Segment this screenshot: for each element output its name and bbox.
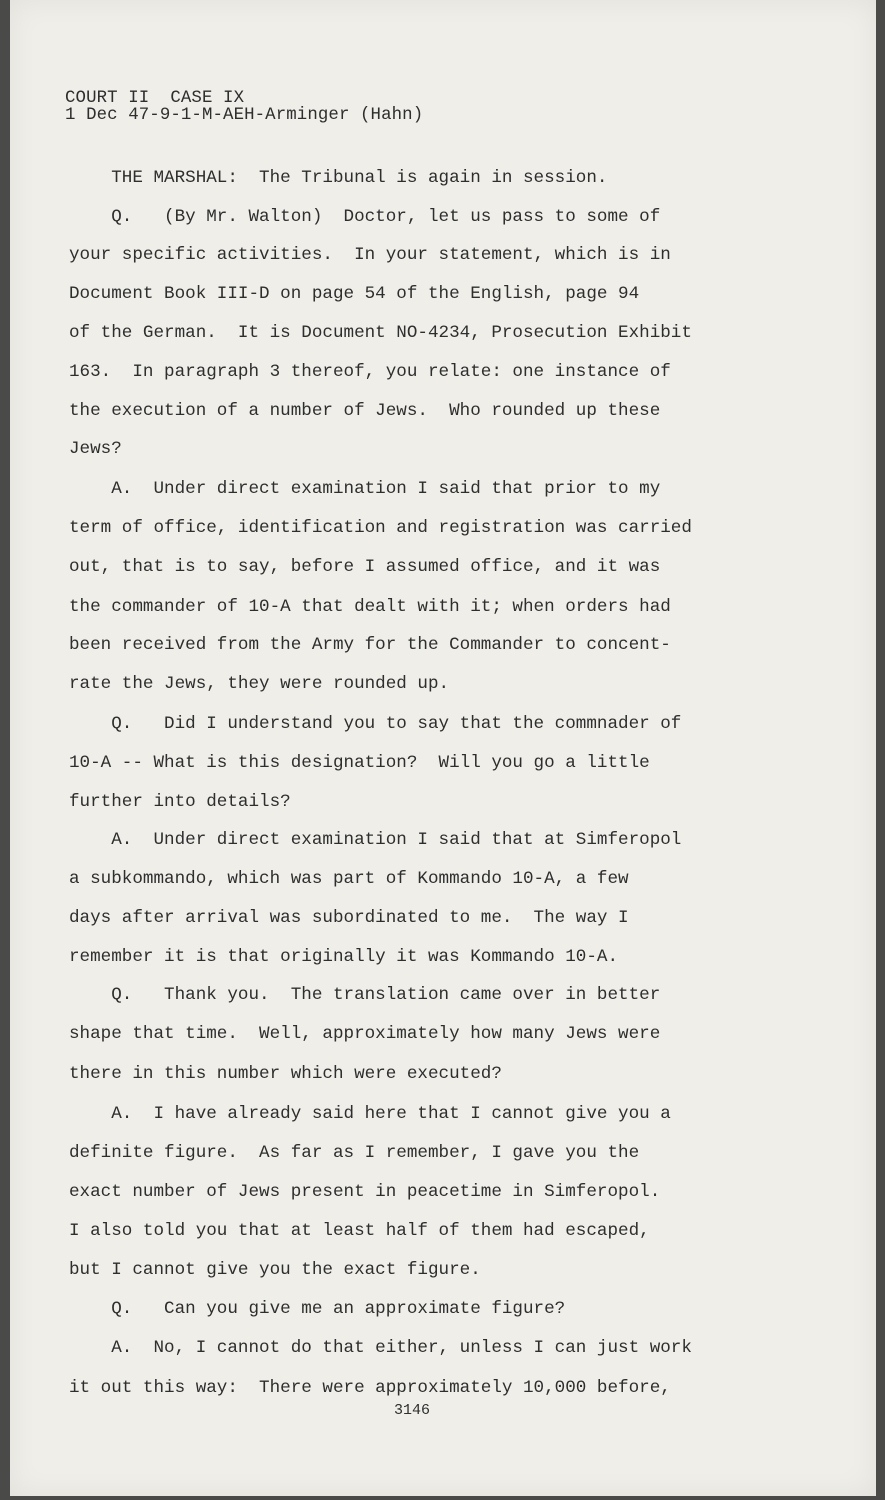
- transcript-line: shape that time. Well, approximately how many Jews were: [69, 1024, 661, 1044]
- transcript-line: remember it is that originally it was Kommando 10-A.: [69, 947, 619, 967]
- transcript-line: rate the Jews, they were rounded up.: [69, 674, 450, 694]
- transcript-line: Document Book III-D on page 54 of the English, page 94: [69, 284, 640, 304]
- transcript-line: been received from the Army for the Commander to concent-: [69, 635, 671, 655]
- transcript-line: A. No, I cannot do that either, unless I can just work: [69, 1338, 692, 1358]
- transcript-line: Q. (By Mr. Walton) Doctor, let us pass to some of: [69, 207, 661, 227]
- transcript-line: but I cannot give you the exact figure.: [69, 1260, 481, 1280]
- transcript-line: your specific activities. In your statement, which is in: [69, 245, 671, 265]
- transcript-line: term of office, identification and registration was carried: [69, 518, 692, 538]
- transcript-line: it out this way: There were approximately 10,000 before,: [69, 1378, 671, 1398]
- transcript-line: a subkommando, which was part of Kommando 10-A, a few: [69, 869, 629, 889]
- transcript-line: THE MARSHAL: The Tribunal is again in session.: [69, 168, 608, 188]
- transcript-line: of the German. It is Document NO-4234, Prosecution Exhibit: [69, 323, 692, 343]
- transcript-line: further into details?: [69, 792, 291, 812]
- transcript-line: the execution of a number of Jews. Who rounded up these: [69, 401, 661, 421]
- document-page: [10, 0, 876, 1496]
- transcript-line: Jews?: [69, 439, 122, 459]
- transcript-line: A. Under direct examination I said that prior to my: [69, 479, 661, 499]
- page-number: 3146: [394, 1402, 431, 1419]
- transcript-line: 163. In paragraph 3 thereof, you relate: one instance of: [69, 362, 671, 382]
- transcript-line: I also told you that at least half of them had escaped,: [69, 1221, 650, 1241]
- transcript-line: A. I have already said here that I cannot give you a: [69, 1104, 671, 1124]
- transcript-line: definite figure. As far as I remember, I gave you the: [69, 1143, 640, 1163]
- transcript-line: out, that is to say, before I assumed office, and it was: [69, 557, 661, 577]
- header-session-info: 1 Dec 47-9-1-M-AEH-Arminger (Hahn): [65, 106, 424, 125]
- transcript-line: the commander of 10-A that dealt with it; when orders had: [69, 597, 671, 617]
- transcript-line: exact number of Jews present in peacetime in Simferopol.: [69, 1182, 661, 1202]
- transcript-line: Q. Thank you. The translation came over in better: [69, 985, 661, 1005]
- transcript-line: Q. Can you give me an approximate figure?: [69, 1299, 566, 1319]
- transcript-line: days after arrival was subordinated to me. The way I: [69, 908, 629, 928]
- header-court-case: COURT II CASE IX: [65, 89, 245, 108]
- transcript-line: Q. Did I understand you to say that the commnader of: [69, 714, 682, 734]
- transcript-line: there in this number which were executed?: [69, 1064, 502, 1084]
- transcript-line: 10-A -- What is this designation? Will you go a little: [69, 753, 650, 773]
- transcript-line: A. Under direct examination I said that at Simferopol: [69, 830, 682, 850]
